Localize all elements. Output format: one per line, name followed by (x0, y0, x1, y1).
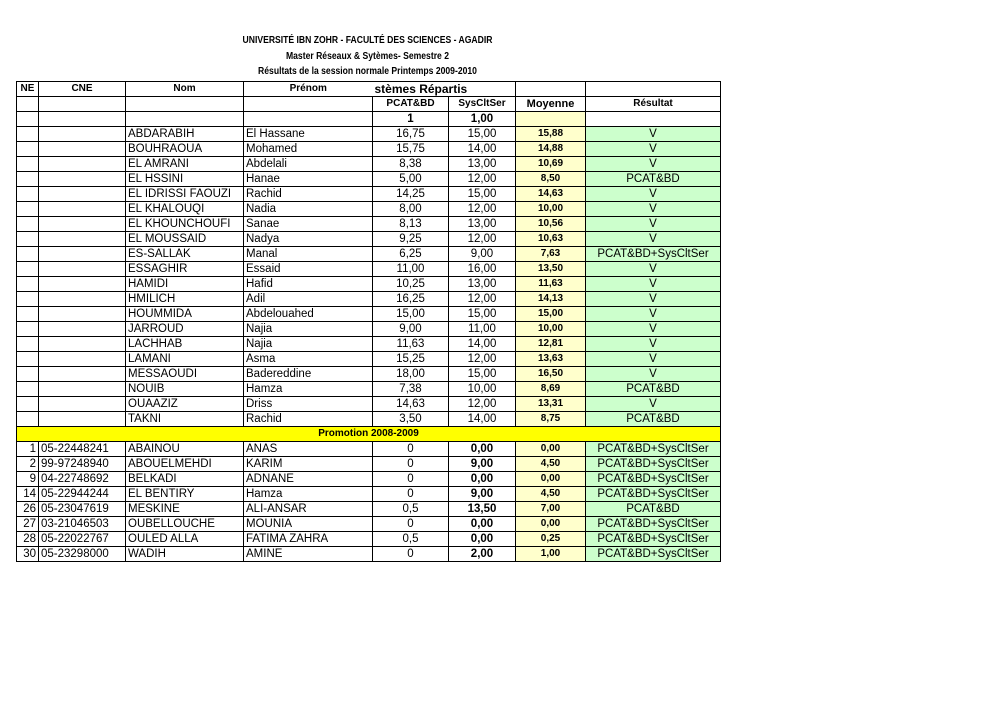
prenom-cell: Najia (244, 322, 373, 337)
nom-cell: HMILICH (126, 292, 244, 307)
pcatbd-cell: 16,25 (373, 292, 449, 307)
cne-cell: 99-97248940 (39, 457, 126, 472)
pcatbd-cell: 15,25 (373, 352, 449, 367)
sysclt-cell: 12,00 (449, 397, 516, 412)
moyenne-cell: 7,63 (516, 247, 586, 262)
sysclt-cell: 15,00 (449, 127, 516, 142)
table-row (17, 352, 721, 367)
moyenne-cell: 10,69 (516, 157, 586, 172)
moyenne-cell: 0,25 (516, 532, 586, 547)
prenom-cell: Essaid (244, 262, 373, 277)
nom-cell: EL AMRANI (126, 157, 244, 172)
cne-cell (39, 202, 126, 217)
cne-cell (39, 367, 126, 382)
cne-cell (39, 337, 126, 352)
cne-cell (39, 187, 126, 202)
nom-cell: ABDARABIH (126, 127, 244, 142)
prenom-cell: Abdelali (244, 157, 373, 172)
cne-cell: 05-22022767 (39, 532, 126, 547)
sysclt-cell: 14,00 (449, 412, 516, 427)
pcatbd-cell: 16,75 (373, 127, 449, 142)
empty-cell (586, 82, 721, 97)
sysclt-cell: 0,00 (449, 472, 516, 487)
sysclt-cell: 14,00 (449, 142, 516, 157)
table-row (17, 547, 721, 562)
sysclt-cell: 0,00 (449, 442, 516, 457)
ne-cell (17, 127, 39, 142)
moyenne-cell: 8,75 (516, 412, 586, 427)
moyenne-cell: 16,50 (516, 367, 586, 382)
moyenne-cell: 10,00 (516, 322, 586, 337)
pcatbd-cell: 0 (373, 517, 449, 532)
moyenne-cell: 10,63 (516, 232, 586, 247)
ne-cell: 1 (17, 442, 39, 457)
pcatbd-cell: 0 (373, 457, 449, 472)
nom-cell: HAMIDI (126, 277, 244, 292)
module-header-row (17, 97, 721, 112)
resultat-cell: PCAT&BD+SysCltSer (586, 472, 721, 487)
cne-cell: 05-23298000 (39, 547, 126, 562)
ne-cell (17, 292, 39, 307)
cne-cell: 04-22748692 (39, 472, 126, 487)
resultat-cell: V (586, 352, 721, 367)
cne-cell (39, 247, 126, 262)
pcatbd-cell: 8,38 (373, 157, 449, 172)
cne-cell (39, 262, 126, 277)
cne-cell (39, 352, 126, 367)
sysclt-cell: 12,00 (449, 172, 516, 187)
table-row (17, 457, 721, 472)
resultat-cell: PCAT&BD+SysCltSer (586, 547, 721, 562)
prenom-cell: Driss (244, 397, 373, 412)
prenom-cell: FATIMA ZAHRA (244, 532, 373, 547)
pcatbd-cell: 0 (373, 442, 449, 457)
prenom-cell: Mohamed (244, 142, 373, 157)
ne-cell: 28 (17, 532, 39, 547)
sysclt-cell: 14,00 (449, 337, 516, 352)
ne-cell: 14 (17, 487, 39, 502)
sysclt-cell: 13,50 (449, 502, 516, 517)
pcatbd-cell: 0 (373, 487, 449, 502)
ne-cell: 9 (17, 472, 39, 487)
cne-cell (39, 382, 126, 397)
resultat-cell: V (586, 337, 721, 352)
resultat-cell: PCAT&BD+SysCltSer (586, 457, 721, 472)
pcatbd-cell: 0,5 (373, 502, 449, 517)
prenom-cell: ALI-ANSAR (244, 502, 373, 517)
moyenne-cell: 11,63 (516, 277, 586, 292)
pcatbd-cell: 8,00 (373, 202, 449, 217)
resultat-cell: V (586, 187, 721, 202)
university-title: UNIVERSITÉ IBN ZOHR - FACULTÉ DES SCIENCES - AGADIR (242, 35, 493, 46)
table-row (17, 247, 721, 262)
coef-sysclt: 1,00 (449, 112, 516, 127)
cne-cell: 05-22448241 (39, 442, 126, 457)
nom-cell: NOUIB (126, 382, 244, 397)
ne-cell (17, 262, 39, 277)
ne-cell: 30 (17, 547, 39, 562)
col-moyenne: Moyenne (516, 97, 586, 112)
ne-cell (17, 172, 39, 187)
col-prenom: Prénom (244, 82, 373, 97)
promotion-row (17, 427, 721, 442)
table-row (17, 157, 721, 172)
nom-cell: EL IDRISSI FAOUZI (126, 187, 244, 202)
nom-cell: ABAINOU (126, 442, 244, 457)
ne-cell (17, 397, 39, 412)
sysclt-cell: 13,00 (449, 157, 516, 172)
moyenne-cell: 4,50 (516, 487, 586, 502)
module-group-header: stèmes Répartis (373, 82, 516, 97)
ne-cell (17, 142, 39, 157)
promotion-label: Promotion 2008-2009 (17, 427, 721, 442)
nom-cell: ESSAGHIR (126, 262, 244, 277)
moyenne-cell: 7,00 (516, 502, 586, 517)
pcatbd-cell: 9,00 (373, 322, 449, 337)
col-sysclt: SysCltSer (449, 97, 516, 112)
pcatbd-cell: 10,25 (373, 277, 449, 292)
ne-cell (17, 337, 39, 352)
pcatbd-cell: 14,25 (373, 187, 449, 202)
nom-cell: EL BENTIRY (126, 487, 244, 502)
resultat-cell: PCAT&BD+SysCltSer (586, 247, 721, 262)
moyenne-cell: 10,00 (516, 202, 586, 217)
ne-cell (17, 187, 39, 202)
moyenne-cell: 0,00 (516, 517, 586, 532)
resultat-cell: V (586, 232, 721, 247)
col-pcatbd: PCAT&BD (373, 97, 449, 112)
prenom-cell: Najia (244, 337, 373, 352)
cne-cell (39, 397, 126, 412)
prenom-cell: El Hassane (244, 127, 373, 142)
prenom-cell: AMINE (244, 547, 373, 562)
moyenne-cell: 14,63 (516, 187, 586, 202)
table-row (17, 412, 721, 427)
resultat-cell: V (586, 157, 721, 172)
resultat-cell: PCAT&BD (586, 412, 721, 427)
nom-cell: EL KHOUNCHOUFI (126, 217, 244, 232)
moyenne-cell: 13,63 (516, 352, 586, 367)
cne-cell (39, 172, 126, 187)
sysclt-cell: 9,00 (449, 457, 516, 472)
sysclt-cell: 9,00 (449, 487, 516, 502)
ne-cell (17, 367, 39, 382)
col-cne: CNE (39, 82, 126, 97)
prenom-cell: Hamza (244, 382, 373, 397)
moyenne-cell: 12,81 (516, 337, 586, 352)
moyenne-cell: 8,50 (516, 172, 586, 187)
table-row (17, 187, 721, 202)
cne-cell (39, 157, 126, 172)
prenom-cell: Manal (244, 247, 373, 262)
resultat-cell: V (586, 127, 721, 142)
cne-cell: 05-23047619 (39, 502, 126, 517)
cne-cell (39, 292, 126, 307)
prenom-cell: Rachid (244, 187, 373, 202)
resultat-cell: V (586, 262, 721, 277)
sysclt-cell: 12,00 (449, 202, 516, 217)
cne-cell (39, 232, 126, 247)
moyenne-cell: 13,50 (516, 262, 586, 277)
nom-cell: MESKINE (126, 502, 244, 517)
empty-cell (586, 112, 721, 127)
moyenne-cell: 15,00 (516, 307, 586, 322)
ne-cell (17, 232, 39, 247)
table-row (17, 232, 721, 247)
prenom-cell: Hafid (244, 277, 373, 292)
ne-cell: 2 (17, 457, 39, 472)
resultat-cell: V (586, 217, 721, 232)
cne-cell: 05-22944244 (39, 487, 126, 502)
ne-cell (17, 157, 39, 172)
nom-cell: ABOUELMEHDI (126, 457, 244, 472)
resultat-cell: V (586, 322, 721, 337)
sysclt-cell: 11,00 (449, 322, 516, 337)
coefficient-row (17, 112, 721, 127)
prenom-cell: Hamza (244, 487, 373, 502)
prenom-cell: Nadya (244, 232, 373, 247)
resultat-cell: V (586, 292, 721, 307)
sysclt-cell: 12,00 (449, 292, 516, 307)
prenom-cell: Sanae (244, 217, 373, 232)
pcatbd-cell: 15,75 (373, 142, 449, 157)
moyenne-cell: 14,88 (516, 142, 586, 157)
table-row (17, 532, 721, 547)
resultat-cell: PCAT&BD+SysCltSer (586, 517, 721, 532)
pcatbd-cell: 11,00 (373, 262, 449, 277)
nom-cell: EL MOUSSAID (126, 232, 244, 247)
nom-cell: OULED ALLA (126, 532, 244, 547)
prenom-cell: Badereddine (244, 367, 373, 382)
cne-cell (39, 217, 126, 232)
moyenne-cell: 4,50 (516, 457, 586, 472)
resultat-cell: PCAT&BD (586, 172, 721, 187)
ne-cell: 26 (17, 502, 39, 517)
cne-cell (39, 142, 126, 157)
pcatbd-cell: 0,5 (373, 532, 449, 547)
cne-cell (39, 277, 126, 292)
moyenne-cell: 13,31 (516, 397, 586, 412)
table-row (17, 142, 721, 157)
cne-cell (39, 322, 126, 337)
sysclt-cell: 13,00 (449, 277, 516, 292)
table-row (17, 202, 721, 217)
pcatbd-cell: 18,00 (373, 367, 449, 382)
resultat-cell: V (586, 277, 721, 292)
moyenne-cell: 10,56 (516, 217, 586, 232)
table-row (17, 217, 721, 232)
nom-cell: EL HSSINI (126, 172, 244, 187)
table-row (17, 502, 721, 517)
pcatbd-cell: 15,00 (373, 307, 449, 322)
moyenne-cell: 15,88 (516, 127, 586, 142)
resultat-cell: V (586, 202, 721, 217)
prenom-cell: Adil (244, 292, 373, 307)
resultat-cell: V (586, 307, 721, 322)
nom-cell: LAMANI (126, 352, 244, 367)
prenom-cell: ANAS (244, 442, 373, 457)
prenom-cell: Abdelouahed (244, 307, 373, 322)
nom-cell: EL KHALOUQI (126, 202, 244, 217)
nom-cell: JARROUD (126, 322, 244, 337)
sysclt-cell: 2,00 (449, 547, 516, 562)
table-row (17, 367, 721, 382)
column-header-row (17, 82, 721, 97)
ne-cell: 27 (17, 517, 39, 532)
prenom-cell: Asma (244, 352, 373, 367)
cne-cell: 03-21046503 (39, 517, 126, 532)
ne-cell (17, 277, 39, 292)
cne-cell (39, 127, 126, 142)
table-row (17, 337, 721, 352)
col-nom: Nom (126, 82, 244, 97)
sysclt-cell: 9,00 (449, 247, 516, 262)
nom-cell: BELKADI (126, 472, 244, 487)
pcatbd-cell: 7,38 (373, 382, 449, 397)
ne-cell (17, 352, 39, 367)
pcatbd-cell: 0 (373, 472, 449, 487)
resultat-cell: PCAT&BD (586, 502, 721, 517)
cne-cell (39, 412, 126, 427)
table-row (17, 172, 721, 187)
moyenne-cell: 1,00 (516, 547, 586, 562)
sysclt-cell: 12,00 (449, 232, 516, 247)
pcatbd-cell: 0 (373, 547, 449, 562)
ne-cell (17, 307, 39, 322)
sysclt-cell: 16,00 (449, 262, 516, 277)
coef-pcatbd: 1 (373, 112, 449, 127)
empty-cell (516, 82, 586, 97)
ne-cell (17, 412, 39, 427)
moyenne-cell: 14,13 (516, 292, 586, 307)
ne-cell (17, 382, 39, 397)
resultat-cell: V (586, 367, 721, 382)
col-resultat: Résultat (586, 97, 721, 112)
table-row (17, 292, 721, 307)
table-row (17, 277, 721, 292)
nom-cell: OUBELLOUCHE (126, 517, 244, 532)
ne-cell (17, 202, 39, 217)
moyenne-cell: 0,00 (516, 442, 586, 457)
sysclt-cell: 15,00 (449, 187, 516, 202)
nom-cell: LACHHAB (126, 337, 244, 352)
prenom-cell: Nadia (244, 202, 373, 217)
sysclt-cell: 0,00 (449, 517, 516, 532)
moyenne-cell: 0,00 (516, 472, 586, 487)
table-row (17, 442, 721, 457)
sysclt-cell: 13,00 (449, 217, 516, 232)
ne-cell (17, 322, 39, 337)
table-row (17, 487, 721, 502)
prenom-cell: MOUNIA (244, 517, 373, 532)
nom-cell: MESSAOUDI (126, 367, 244, 382)
pcatbd-cell: 11,63 (373, 337, 449, 352)
prenom-cell: KARIM (244, 457, 373, 472)
results-table (16, 81, 721, 562)
table-row (17, 262, 721, 277)
session-title: Résultats de la session normale Printemps 2009-2010 (258, 66, 477, 77)
moyenne-cell: 8,69 (516, 382, 586, 397)
nom-cell: ES-SALLAK (126, 247, 244, 262)
prenom-cell: Hanae (244, 172, 373, 187)
pcatbd-cell: 9,25 (373, 232, 449, 247)
table-row (17, 517, 721, 532)
resultat-cell: PCAT&BD+SysCltSer (586, 532, 721, 547)
prenom-cell: ADNANE (244, 472, 373, 487)
nom-cell: HOUMMIDA (126, 307, 244, 322)
pcatbd-cell: 8,13 (373, 217, 449, 232)
table-row (17, 397, 721, 412)
sysclt-cell: 10,00 (449, 382, 516, 397)
sysclt-cell: 15,00 (449, 367, 516, 382)
program-title: Master Réseaux & Sytèmes- Semestre 2 (285, 51, 449, 62)
table-row (17, 382, 721, 397)
pcatbd-cell: 6,25 (373, 247, 449, 262)
sysclt-cell: 15,00 (449, 307, 516, 322)
resultat-cell: PCAT&BD (586, 382, 721, 397)
table-row (17, 322, 721, 337)
col-ne: NE (17, 82, 39, 97)
nom-cell: WADIH (126, 547, 244, 562)
prenom-cell: Rachid (244, 412, 373, 427)
nom-cell: OUAAZIZ (126, 397, 244, 412)
pcatbd-cell: 14,63 (373, 397, 449, 412)
resultat-cell: V (586, 142, 721, 157)
pcatbd-cell: 5,00 (373, 172, 449, 187)
cne-cell (39, 307, 126, 322)
sysclt-cell: 0,00 (449, 532, 516, 547)
ne-cell (17, 217, 39, 232)
table-row (17, 127, 721, 142)
table-row (17, 307, 721, 322)
nom-cell: TAKNI (126, 412, 244, 427)
ne-cell (17, 247, 39, 262)
table-row (17, 472, 721, 487)
resultat-cell: PCAT&BD+SysCltSer (586, 442, 721, 457)
empty-cell (516, 112, 586, 127)
pcatbd-cell: 3,50 (373, 412, 449, 427)
resultat-cell: PCAT&BD+SysCltSer (586, 487, 721, 502)
resultat-cell: V (586, 397, 721, 412)
sysclt-cell: 12,00 (449, 352, 516, 367)
nom-cell: BOUHRAOUA (126, 142, 244, 157)
